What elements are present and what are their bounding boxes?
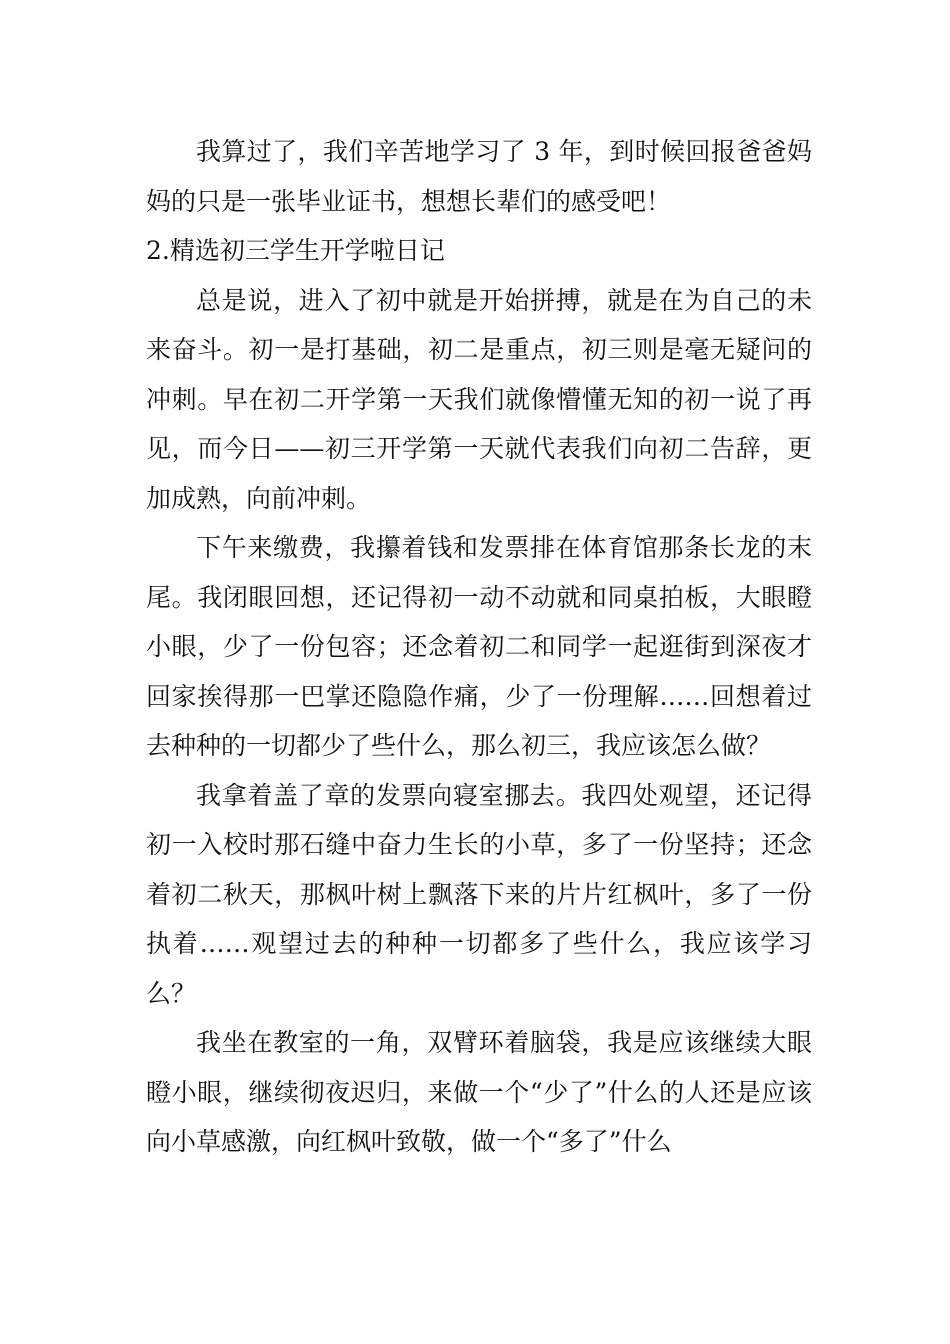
section-heading: 2.精选初三学生开学啦日记 <box>146 236 445 265</box>
paragraph-dorm-walk: 我拿着盖了章的发票向寝室挪去。我四处观望，还记得初一入校时那石缝中奋力生长的小草，多了一份坚持；还念着初二秋天，那枫叶树上飘落下来的片片红枫叶，多了一份执着……观望过去的种种一切都多了些什么，我应该学习么？ <box>146 780 812 1008</box>
paragraph-classroom-reflection: 我坐在教室的一角，双臂环着脑袋，我是应该继续大眼瞪小眼，继续彻夜迟归，来做一个“少了”什么的人还是应该向小草感激，向红枫叶致敬，做一个“多了”什么 <box>146 1028 812 1156</box>
document-body <box>146 127 812 1167</box>
paragraph-paying-fees: 下午来缴费，我攥着钱和发票排在体育馆那条长龙的末尾。我闭眼回想，还记得初一动不动就和同桌拍板，大眼瞪小眼，少了一份包容；还念着初二和同学一起逛街到深夜才回家挨得那一巴掌还隐隐作痛，少了一份理解……回想着过去种种的一切都少了些什么，那么初三，我应该怎么做？ <box>146 533 812 760</box>
paragraph-graduation-certificate: 我算过了，我们辛苦地学习了 3 年，到时候回报爸爸妈妈的只是一张毕业证书，想想长辈们的感受吧！ <box>146 137 812 216</box>
paragraph-junior-high-struggle: 总是说，进入了初中就是开始拼搏，就是在为自己的未来奋斗。初一是打基础，初二是重点，初三则是毫无疑问的冲刺。早在初二开学第一天我们就像懵懂无知的初一说了再见，而今日——初三开学第一天就代表我们向初二告辞，更加成熟，向前冲刺。 <box>146 285 812 513</box>
